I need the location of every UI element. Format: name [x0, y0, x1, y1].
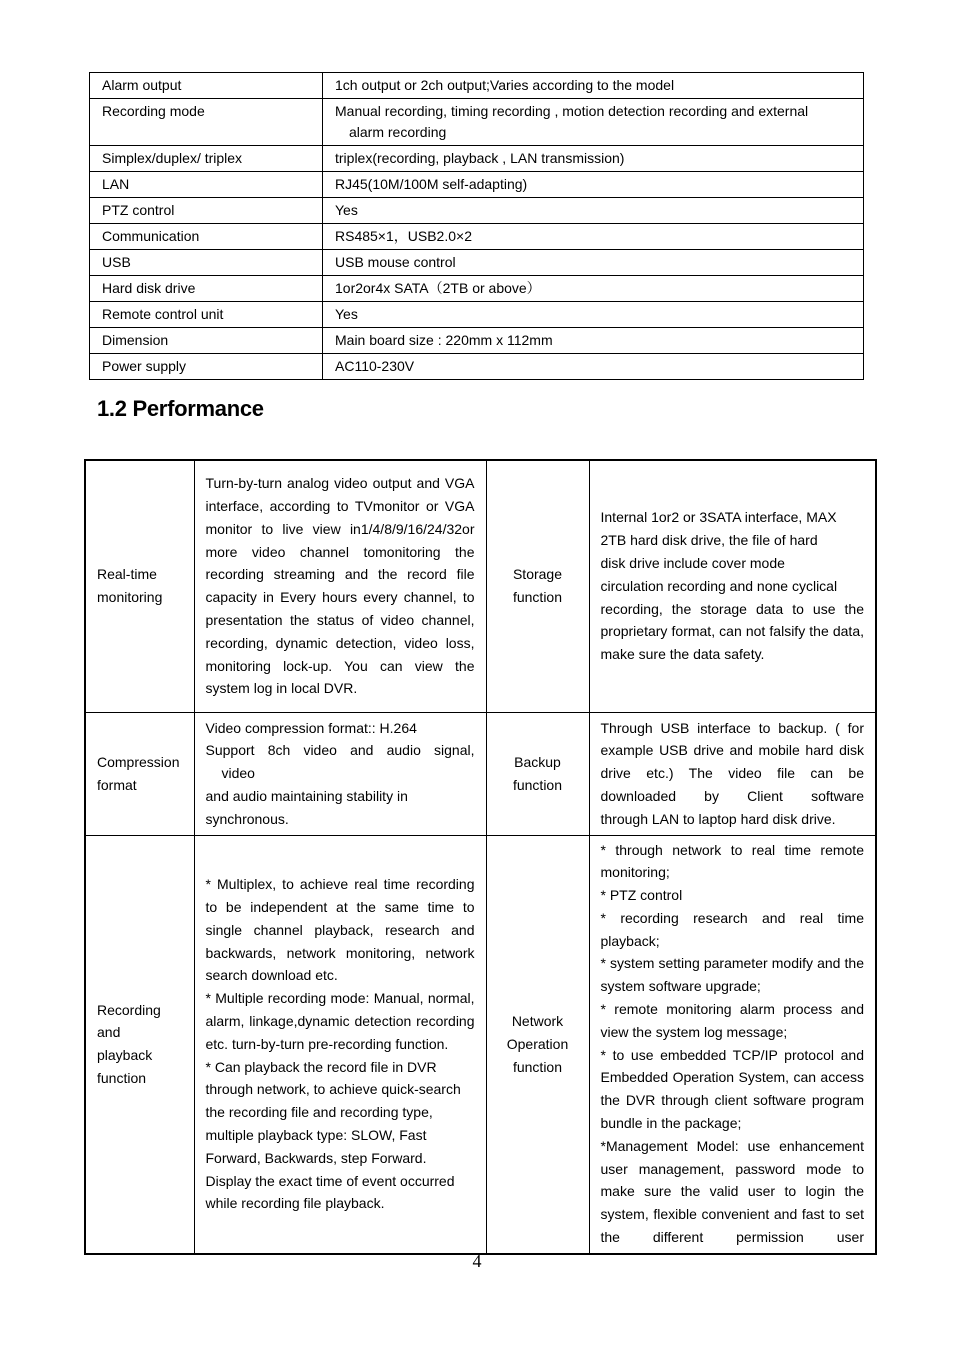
spec-value: Main board size : 220mm x 112mm	[323, 328, 864, 354]
spec-row	[90, 328, 864, 354]
spec-label: Power supply	[90, 354, 323, 380]
spec-value: triplex(recording, playback , LAN transmission)	[323, 146, 864, 172]
perf-desc: * Multiplex, to achieve real time recording to be independent at the same time to single channel playback, research and backwards, network monitoring, network search download etc. * Multiple recording mode: Manual, normal, alarm, linkage,dynamic detection recording etc. turn-by-turn pre-recording function. * Can playback the record file in DVR through network, to achieve quick-search the recording file and recording type, multiple playback type: SLOW, Fast Forward, Backwards, step Forward. Display the exact time of event occurred while recording file playback.	[194, 835, 486, 1254]
spec-row	[90, 73, 864, 99]
spec-value: AC110-230V	[323, 354, 864, 380]
spec-label: Simplex/duplex/ triplex	[90, 146, 323, 172]
spec-value: 1or2or4x SATA（2TB or above）	[323, 276, 864, 302]
spec-value: Manual recording, timing recording , motion detection recording and external alarm recording	[323, 99, 864, 146]
spec-value: USB mouse control	[323, 250, 864, 276]
perf-desc: Video compression format:: H.264 Support 8ch video and audio signal, video and audio maintaining stability in synchronous.	[194, 712, 486, 835]
spec-label: Dimension	[90, 328, 323, 354]
perf-label: Network Operation function	[486, 835, 589, 1254]
perf-desc: * through network to real time remote monitoring; * PTZ control * recording research and real time playback; * system setting parameter modify and the system software upgrade; * remote monitoring alarm process and view the system log message; * to use embedded TCP/IP protocol and Embedded Operation System, can access the DVR through client software program bundle in the package; *Management Model: use enhancement user management, password mode to make sure the valid user to login the system, flexible convenient and fast to set the different permission user	[589, 835, 876, 1254]
perf-row-realtime	[85, 460, 876, 712]
performance-table	[84, 459, 877, 1255]
perf-desc: Internal 1or2 or 3SATA interface, MAX 2TB hard disk drive, the file of hard disk drive include cover mode circulation recording and none cyclical recording, the storage data to use the proprietary format, can not falsify the data, make sure the data safety.	[589, 460, 876, 712]
spec-label: Recording mode	[90, 99, 323, 146]
spec-row	[90, 250, 864, 276]
spec-value: Yes	[323, 198, 864, 224]
perf-row-compression	[85, 712, 876, 835]
section-title: 1.2 Performance	[97, 396, 264, 421]
perf-desc: Through USB interface to backup. ( for example USB drive and mobile hard disk drive etc.) The video file can be downloaded by Client software through LAN to laptop hard disk drive.	[589, 712, 876, 835]
spec-row	[90, 302, 864, 328]
spec-table	[89, 72, 864, 380]
spec-row	[90, 146, 864, 172]
spec-row	[90, 224, 864, 250]
perf-row-recording	[85, 835, 876, 1254]
page-number: 4	[472, 1251, 482, 1271]
perf-label: Real-time monitoring	[85, 460, 194, 712]
spec-row	[90, 198, 864, 224]
spec-value: 1ch output or 2ch output;Varies according to the model	[323, 73, 864, 99]
spec-label: PTZ control	[90, 198, 323, 224]
spec-label: Remote control unit	[90, 302, 323, 328]
spec-label: Hard disk drive	[90, 276, 323, 302]
spec-row	[90, 354, 864, 380]
spec-row	[90, 276, 864, 302]
spec-value: RJ45(10M/100M self-adapting)	[323, 172, 864, 198]
spec-value: RS485×1，USB2.0×2	[323, 224, 864, 250]
perf-label: Backup function	[486, 712, 589, 835]
spec-value: Yes	[323, 302, 864, 328]
spec-row	[90, 172, 864, 198]
spec-row	[90, 99, 864, 146]
spec-label: USB	[90, 250, 323, 276]
perf-label: Compression format	[85, 712, 194, 835]
perf-desc: Turn-by-turn analog video output and VGA interface, according to TVmonitor or VGA monitor to live view in1/4/8/9/16/24/32or more video channel tomonitoring the recording streaming and the record file capacity in Every hours every channel, to presentation the status of video channel, recording, dynamic detection, video loss, monitoring lock-up. You can view the system log in local DVR.	[194, 460, 486, 712]
spec-label: Alarm output	[90, 73, 323, 99]
spec-label: Communication	[90, 224, 323, 250]
perf-label: Storage function	[486, 460, 589, 712]
perf-label: Recording and playback function	[85, 835, 194, 1254]
spec-label: LAN	[90, 172, 323, 198]
